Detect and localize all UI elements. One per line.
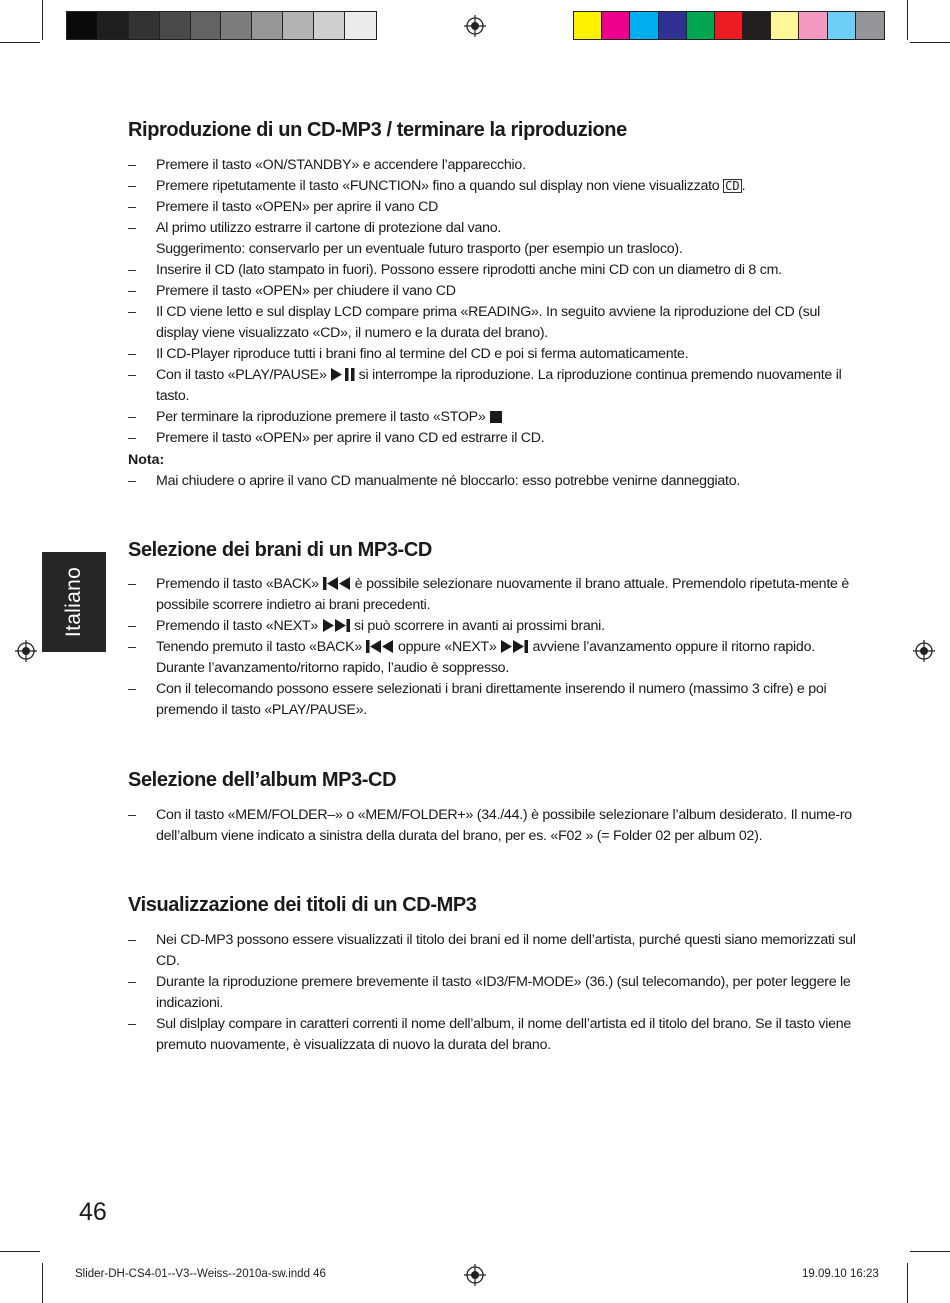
gray-swatch [160, 12, 191, 39]
date-slug: 19.09.10 16:23 [802, 1268, 879, 1280]
stop-icon [490, 411, 502, 423]
section-title: Selezione dell’album MP3-CD [128, 769, 397, 791]
skip-back-icon [323, 577, 351, 590]
gray-swatch [129, 12, 160, 39]
registration-mark-icon [913, 640, 935, 662]
cmyk-color-bar [573, 11, 885, 40]
color-swatch [856, 12, 884, 39]
gray-swatch [283, 12, 314, 39]
color-swatch [799, 12, 827, 39]
file-slug: Slider-DH-CS4-01--V3--Weiss--2010a-sw.indd 46 [75, 1268, 326, 1280]
registration-mark-icon [15, 640, 37, 662]
gray-swatch [345, 12, 376, 39]
color-swatch [743, 12, 771, 39]
play-pause-icon [331, 368, 355, 381]
language-tab [42, 552, 106, 652]
gray-swatch [67, 12, 98, 39]
color-swatch [828, 12, 856, 39]
color-swatch [659, 12, 687, 39]
language-tab-label: Italiano [62, 566, 85, 638]
registration-mark-icon [464, 15, 486, 37]
section-title: Riproduzione di un CD-MP3 / terminare la riproduzione [128, 119, 627, 141]
section-title: Visualizzazione dei titoli di un CD-MP3 [128, 894, 477, 916]
gray-swatch [191, 12, 222, 39]
page-number: 46 [79, 1198, 107, 1226]
gray-swatch [221, 12, 252, 39]
color-swatch [574, 12, 602, 39]
color-swatch [715, 12, 743, 39]
skip-next-icon [500, 640, 528, 653]
skip-back-icon [366, 640, 394, 653]
color-swatch [687, 12, 715, 39]
color-swatch [771, 12, 799, 39]
gray-swatch [252, 12, 283, 39]
gray-swatch [98, 12, 129, 39]
skip-next-icon [322, 619, 350, 632]
color-swatch [602, 12, 630, 39]
registration-mark-icon [464, 1264, 486, 1286]
section-title: Selezione dei brani di un MP3-CD [128, 539, 432, 561]
lcd-cd-icon: CD [725, 179, 740, 193]
gray-swatch [314, 12, 345, 39]
note-label: Nota: [128, 452, 165, 468]
color-swatch [630, 12, 658, 39]
gray-color-bar [66, 11, 377, 40]
